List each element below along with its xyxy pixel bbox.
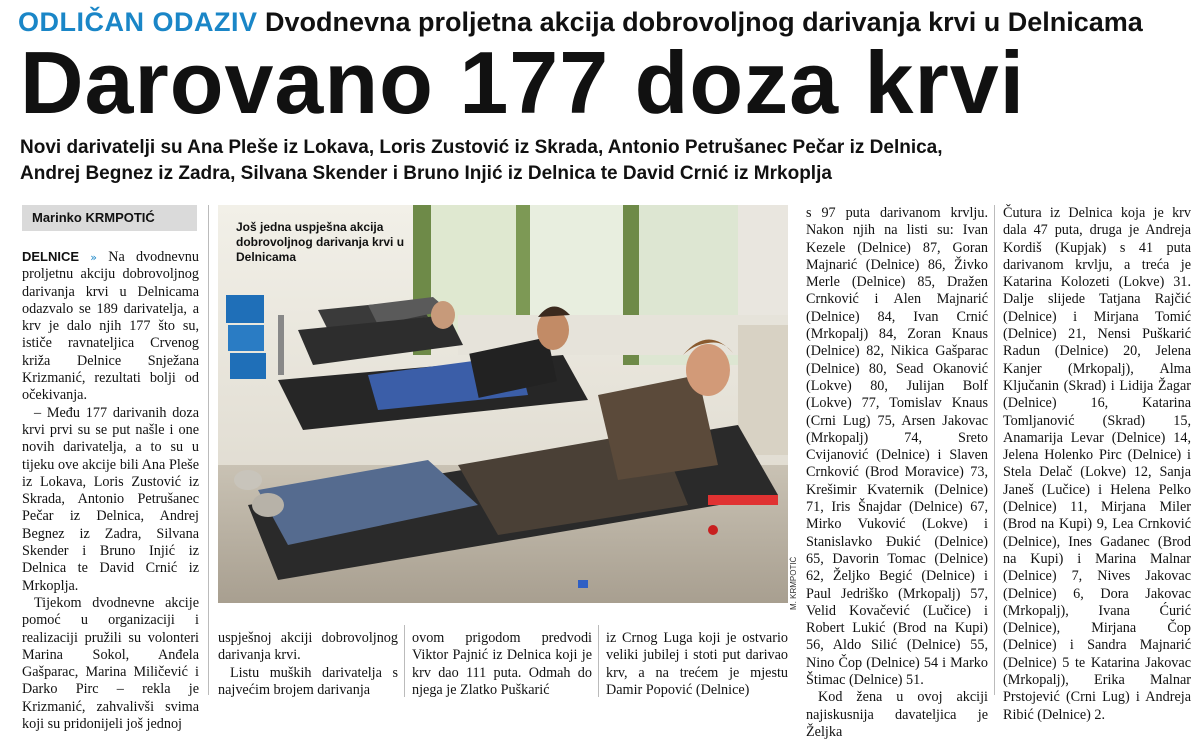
article-paragraph: Tijekom dvodnevne akcije pomoć u organizaciji i realizaciji pružili su volonteri Marina Sokol, Anđela Gašparac, Marina Miličević i Darko Pirc – rekla je Krizmanić, zahvalivši svima koji su pridonijeli još jednoj (22, 594, 199, 733)
deck-line: Novi darivatelji su Ana Pleše iz Lokava, Loris Zustović iz Skrada, Antonio Petrušanec Pečar iz Delnica, (20, 137, 943, 158)
article-paragraph: s 97 puta darivanom krvlju. Nakon njih na listi su: Ivan Kezele (Delnice) 87, Goran Majnarić (Delnice) 86, Živko Merle (Delnice) 85, Dražen Crnković i Alen Majnarić (Delnice) 84, Ivan Crnić (Mrkopalj) 84, Zoran Knaus (Delnice) 82, Nikica Gašparac (Delnice) 80, Sead Okanović (Lokve) 80, Julijan Bolf (Lokve) 77, Tomislav Knaus (Crni Lug) 75, Arsen Jakovac (Mrkopalj) 74, Sreto Cvijanović (Delnice) i Slaven Crnković (Brod Moravice) 73, Krešimir Kvaternik (Delnice) 71, Iris Šnajdar (Delnice) 67, Mirko Vuković (Lokve) i Stanislavko Đukić (Delnice) 65, Davorin Tomac (Delnice) 62, Željko Begić (Delnice) i Paul Jedriško (Mrkopalj) 57, Velid Kovačević (Lučice) i Robert Lukić (Brod na Kupi) 56, Aldo Silić (Delnice) 55, Nino Čop (Delnice) 54 i Marko Štimac (Delnice) 51. (806, 205, 988, 689)
kicker-text: Dvodnevna proljetna akcija dobrovoljnog darivanja krvi u Delnicama (265, 7, 1143, 37)
column-rule (598, 625, 599, 697)
article-paragraph: uspješnoj akciji dobrovoljnog darivanja krvi. (218, 630, 398, 664)
headline: Darovano 177 doza krvi (20, 33, 1026, 132)
article-column-2 (218, 630, 398, 698)
article-paragraph: Kod žena u ovoj akciji najiskusnija davateljica je Željka (806, 689, 988, 740)
column-rule (994, 205, 995, 695)
double-chevron-right-icon: » (90, 251, 97, 264)
deck-line: Andrej Begnez iz Zadra, Silvana Skender i Bruno Injić iz Delnica te David Crnić iz Mrkoplja (20, 163, 832, 184)
article-paragraph: ovom prigodom predvodi Viktor Pajnić iz Delnica koji je krv dao 111 puta. Odmah do njega je Zlatko Puškarić (412, 630, 592, 698)
kicker-label: ODLIČAN ODAZIV (18, 7, 258, 37)
article-column-4 (606, 630, 788, 698)
photo-caption: Još jedna uspješna akcija dobrovoljnog darivanja krvi u Delnicama (236, 220, 405, 264)
article-column-3 (412, 630, 592, 698)
article-paragraph (22, 248, 199, 405)
article-paragraph: – Među 177 darivanih doza krvi prvi su se put našle i one novih darivatelja, a to su u tijeku ove akcije bili Ana Pleše iz Lokava, Loris Zustović iz Skrada, Antonio Petrušanec Pečar iz Delnica, Andrej Begnez iz Zadra, Silvana Skender i Bruno Injić iz Delnica te David Crnić iz Mrkoplja. (22, 404, 199, 594)
article-paragraph: Listu muških darivatelja s najvećim brojem darivanja (218, 664, 398, 698)
article-paragraph: iz Crnog Luga koji je ostvario veliki jubilej i stoti put darivao krv, a na trećem je mjestu Damir Popović (Delnice) (606, 630, 788, 698)
article-column-6 (1003, 205, 1191, 723)
article-text: Na dvodnevnu proljetnu akciju dobrovoljnog darivanja krvi u Delnicama odazvalo se 189 darivatelja, a krv je dalo njih 177 što su, ističe ravnateljica Crvenog križa Delnice Snježana Krizmanić, rezultati bolji od očekivanja. (22, 249, 199, 404)
byline-last: KRMPOTIĆ (85, 210, 155, 225)
column-rule (404, 625, 405, 697)
article-column-5 (806, 205, 988, 740)
article-paragraph: Čutura iz Delnica koja je krv dala 47 puta, druga je Andreja Kordiš (Kupjak) s 41 puta darivanom krvlju, a treća je Katarina Kolozeti (Lokve) 31. Dalje slijede Tatjana Rajčić (Delnice) i Mirjana Tomić (Delnice) 21, Nensi Puškarić Radun (Delnice) 20, Jelena Kanjer (Mrkopalj), Alma Ključanin (Skrad) i Lidija Žagar (Delnice) 16, Katarina Tomljanović (Skrad) 15, Anamarija Levar (Delnice) 14, Jelena Holenko Pirc (Delnice) i Stela Delač (Lokve) 12, Sanja Janeš (Lučice) i Helena Pelko (Delnice) 11, Mirjana Miler (Brod na Kupi) 9, Lea Crnković (Delnice), Ines Gadanec (Brod na Kupi) i Marina Malnar (Delnice) 7, Nives Jakovac (Delnice) 6, Dora Jakovac (Mrkopalj), Ivana Ćurić (Delnice), Mirjana Čop (Delnice) i Sandra Majnarić (Delnice) 5 te Katarina Jakovac (Mrkopalj), Erika Malnar Prstojević (Crni Lug) i Andreja Ribić (Delnice) 2. (1003, 205, 1191, 723)
deck (20, 135, 1190, 191)
column-rule (208, 205, 209, 695)
dateline: DELNICE (22, 249, 80, 264)
byline (22, 205, 197, 231)
photo-credit: M. KRMPOTIĆ (789, 556, 798, 610)
byline-first: Marinko (32, 210, 82, 225)
article-column-1 (22, 248, 199, 733)
